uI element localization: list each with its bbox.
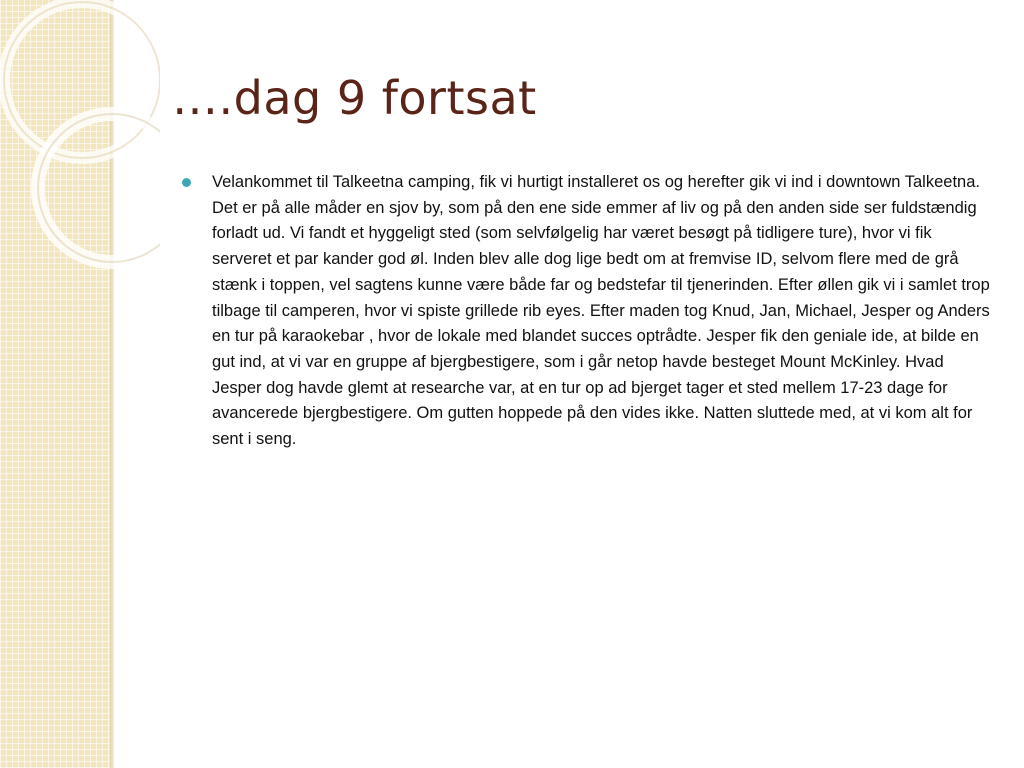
slide-content — [182, 170, 994, 453]
bullet-item — [182, 170, 994, 453]
slide-title: ….dag 9 fortsat — [172, 71, 537, 125]
bullet-icon — [182, 178, 191, 187]
decorative-rings-icon — [0, 0, 160, 300]
bullet-text: Velankommet til Talkeetna camping, fik vi hurtigt installeret os og herefter gik vi ind i downtown Talkeetna. Det er på alle måder en sjov by, som på den ene side emmer af liv og på den anden side ser fuldstændig forladt ud. Vi fandt et hyggeligt sted (som selvfølgelig har været besøgt på tidligere ture), hvor vi fik serveret et par kander god øl. Inden blev alle dog lige bedt om at fremvise ID, selvom flere med de grå stænk i toppen, vel sagtens kunne være både far og bedstefar til tjenerinden. Efter øllen gik vi i samlet trop tilbage til camperen, hvor vi spiste grillede rib eyes. Efter maden tog Knud, Jan, Michael, Jesper og Anders en tur på karaokebar , hvor de lokale med blandet succes optrådte. Jesper fik den geniale ide, at bilde en gut ind, at vi var en gruppe af bjergbestigere, som i går netop havde besteget Mount McKinley. Hvad Jesper dog havde glemt at researche var, at en tur op ad bjerget tager et sted mellem 17-23 dage for avancerede bjergbestigere. Om gutten hoppede på den vides ikke. Natten sluttede med, at vi kom alt for sent i seng. — [212, 173, 990, 449]
